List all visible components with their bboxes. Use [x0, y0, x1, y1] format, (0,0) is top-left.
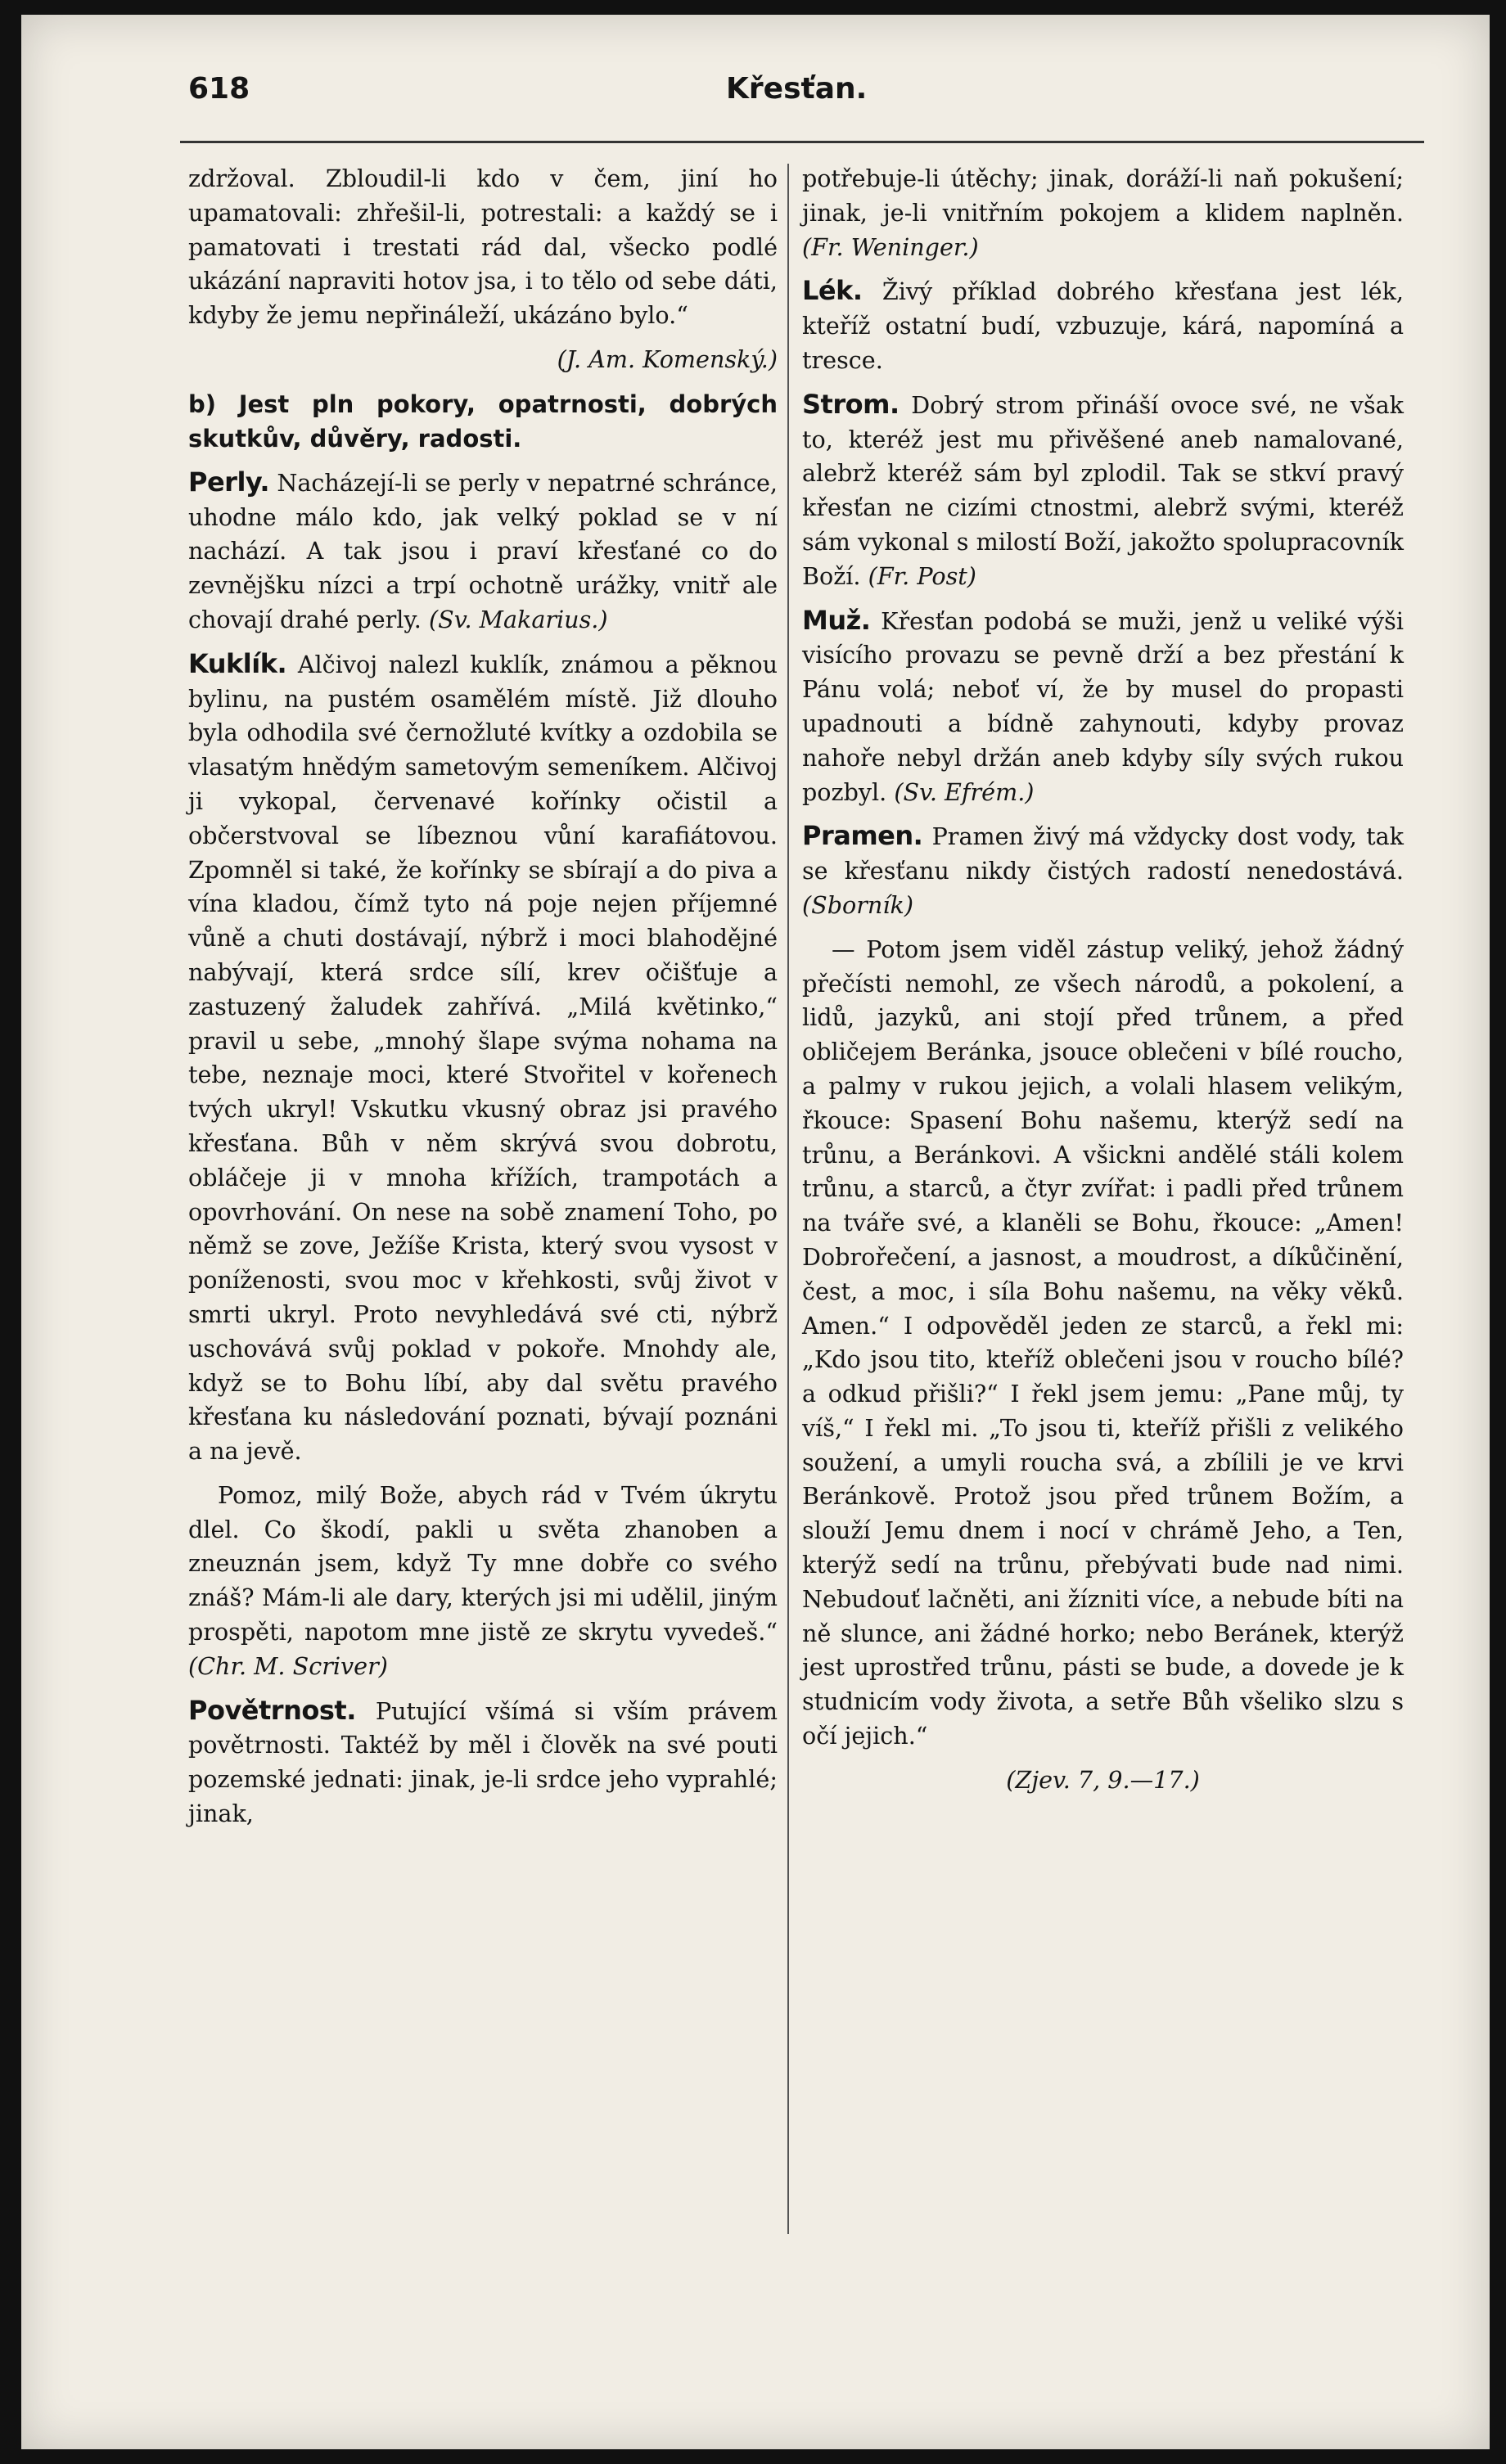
paragraph-continuation — [802, 162, 1404, 264]
entry-keyword: Muž. — [802, 604, 871, 636]
entry-keyword: Povětrnost. — [188, 1694, 356, 1726]
paragraph-text: potřebuje-li útěchy; jinak, doráží-li naň pokušení; jinak, je-li vnitřním pokojem a klidem naplněn. — [802, 164, 1404, 227]
source-attribution: (Fr. Weninger.) — [802, 232, 979, 261]
source-attribution: (Sv. Efrém.) — [894, 777, 1035, 806]
prayer-paragraph — [188, 1479, 778, 1684]
entry-strom — [802, 388, 1404, 594]
entry-text: Putující všímá si vším právem povětrnosti. Taktéž by měl i člověk na své pouti pozemské jednati: jinak, je-li srdce jeho vyprahlé; jinak, — [188, 1696, 778, 1828]
entry-lek — [802, 274, 1404, 377]
entry-text: Křesťan podobá se muži, jenž u veliké výši visícího provazu se pevně drží a bez přestání k Pánu volá; neboť ví, že by musel do propasti upadnouti a bídně zahynouti, kdyby provaz nahoře nebyl držán aneb kdyby síly svých rukou pozbyl. — [802, 606, 1404, 806]
source-attribution: (Sborník) — [802, 890, 913, 919]
source-attribution: (Zjev. 7, 9.—17.) — [1006, 1765, 1200, 1794]
entry-keyword: Strom. — [802, 388, 900, 420]
entry-keyword: Perly. — [188, 466, 269, 498]
paragraph-continuation: zdržoval. Zbloudil-li kdo v čem, jiní ho upamatovali: zhřešil-li, potrestali: a každý se i pamatovati i trestati rád dal, všecko podlé ukázání napraviti hotov jsa, i to tělo od sebe dáti, kdyby že jemu nepřináleží, ukázáno bylo.“ — [188, 164, 778, 330]
entry-text: Pramen živý má vždycky dost vody, tak se křesťanu nikdy čistých radostí nenedostává. — [802, 822, 1404, 885]
entry-muz — [802, 604, 1404, 810]
entry-text: Alčivoj nalezl kuklík, známou a pěknou bylinu, na pustém osamělém místě. Již dlouho byla odhodila své černožluté kvítky a ozdobila se vlasatým hnědým sametovým semeníkem. Alčivoj ji vykopal, červenavé kořínky očistil a občerstvoval se líbeznou vůní karafiátovou. Zpomněl si také, že kořínky se sbírají a do piva a vína kladou, čímž tyto ná poje nejen příjemné vůně a chuti dostávají, nýbrž i moci blahodějné nabývají, která srdce sílí, krev očišťuje a zastuzený žaludek zahřívá. „Milá květinko,“ pravil u sebe, „mnohý šlape svýma nohama na tebe, neznaje moci, které Stvořitel v kořenech tvých ukryl! Vskutku vkusný obraz jsi pravého křesťana. Bůh v něm skrývá svou dobrotu, obláčeje ji v mnoha křížích, trampotách a opovrhování. On nese na sobě znamení Toho, po němž se zove, Ježíše Krista, který svou vysost v poníženosti, svou moc v křehkosti, svůj život v smrti ukryl. Proto nevyhledává své cti, nýbrž uschovává svůj poklad v pokoře. Mnohdy ale, když se to Bohu líbí, aby dal světu pravého křesťana ku následování poznati, bývají poznáni a na jevě. — [188, 650, 778, 1466]
source-attribution: (Fr. Post) — [868, 561, 976, 590]
column-divider — [787, 164, 789, 2234]
page-header — [164, 72, 1498, 121]
section-heading: b) Jest pln pokory, opatrnosti, dobrých skutkův, důvěry, radosti. — [188, 390, 778, 453]
right-column — [802, 162, 1404, 1808]
entry-keyword: Pramen. — [802, 820, 923, 852]
source-attribution: (Sv. Makarius.) — [428, 605, 608, 633]
entry-text: Nacházejí-li se perly v nepatrné schránce, uhodne málo kdo, jak velký poklad se v ní nachází. A tak jsou i praví křesťané co do zevnějšku nízci a trpí ochotně urážky, vnitř ale chovají drahé perly. — [188, 468, 778, 633]
source-attribution: (Chr. M. Scriver) — [188, 1651, 388, 1680]
header-rule — [180, 141, 1424, 143]
revelation-quote: — Potom jsem viděl zástup veliký, jehož žádný přečísti nemohl, ze všech národů, a pokolení, a lidů, jazyků, ani stojí před trůnem, a před obličejem Beránka, jsouce oblečeni v bílé roucho, a palmy v rukou jejich, a volali hlasem velikým, řkouce: Spasení Bohu našemu, kterýž sedí na trůnu, a Beránkovi. A všickni andělé stáli kolem trůnu, a starců, a čtyr zvířat: i padli před trůnem na tváře své, a klaněli se Bohu, řkouce: „Amen! Dobrořečení, a jasnost, a moudrost, a díkůčinění, čest, a moc, i síla Bohu našemu, na věky věků. Amen.“ I odpověděl jeden ze starců, a řekl mi: „Kdo jsou tito, kteříž oblečeni jsou v roucho bílé? a odkud přišli?“ I řekl jsem jemu: „Pane můj, ty víš,“ I řekl mi. „To jsou ti, kteříž přišli z velikého soužení, a umyli roucha svá, a zbílili je ve krvi Beránkově. Protož jsou před trůnem Božím, a slouží Jemu dnem i nocí v chrámě Jeho, a Ten, kterýž sedí na trůnu, přebývati bude nad nimi. Nebudouť lačněti, ani žízniti více, a nebude bíti na ně slunce, ani žádné horko; nebo Beránek, kterýž jest uprostřed trůnu, pásti se bude, a dovede je k studnicím vody života, a setře Bůh všeliko slzu s očí jejich.“ — [802, 935, 1404, 1750]
entry-keyword: Lék. — [802, 275, 863, 307]
left-column — [188, 162, 778, 1841]
source-attribution: (J. Am. Komenský.) — [557, 345, 778, 373]
entry-povetrnost — [188, 1694, 778, 1831]
entry-perly — [188, 466, 778, 637]
entry-text: Živý příklad dobrého křesťana jest lék, kteříž ostatní budí, vzbuzuje, kárá, napomíná a tresce. — [802, 277, 1404, 374]
page-number: 618 — [188, 72, 250, 106]
entry-text: Dobrý strom přináší ovoce své, ne však to, kteréž jest mu přivěšené aneb namalované, alebrž kteréž sám byl zplodil. Tak se stkví pravý křesťan ne cizími ctnostmi, alebrž svými, kteréž sám vykonal s milostí Boží, jakožto spolupracovník Boží. — [802, 390, 1404, 590]
entry-kuklik — [188, 647, 778, 1469]
entry-keyword: Kuklík. — [188, 647, 287, 679]
running-head: Křesťan. — [726, 72, 868, 106]
entry-pramen — [802, 819, 1404, 922]
prayer-text: Pomoz, milý Bože, abych rád v Tvém úkrytu dlel. Co škodí, pakli u světa zhanoben a zneuznán jsem, když Ty mne dobře co svého znáš? Mám-li ale dary, kterých jsi mi udělil, jiným prospěti, napotom mne jistě ze skrytu vyvedeš.“ — [188, 1480, 778, 1646]
